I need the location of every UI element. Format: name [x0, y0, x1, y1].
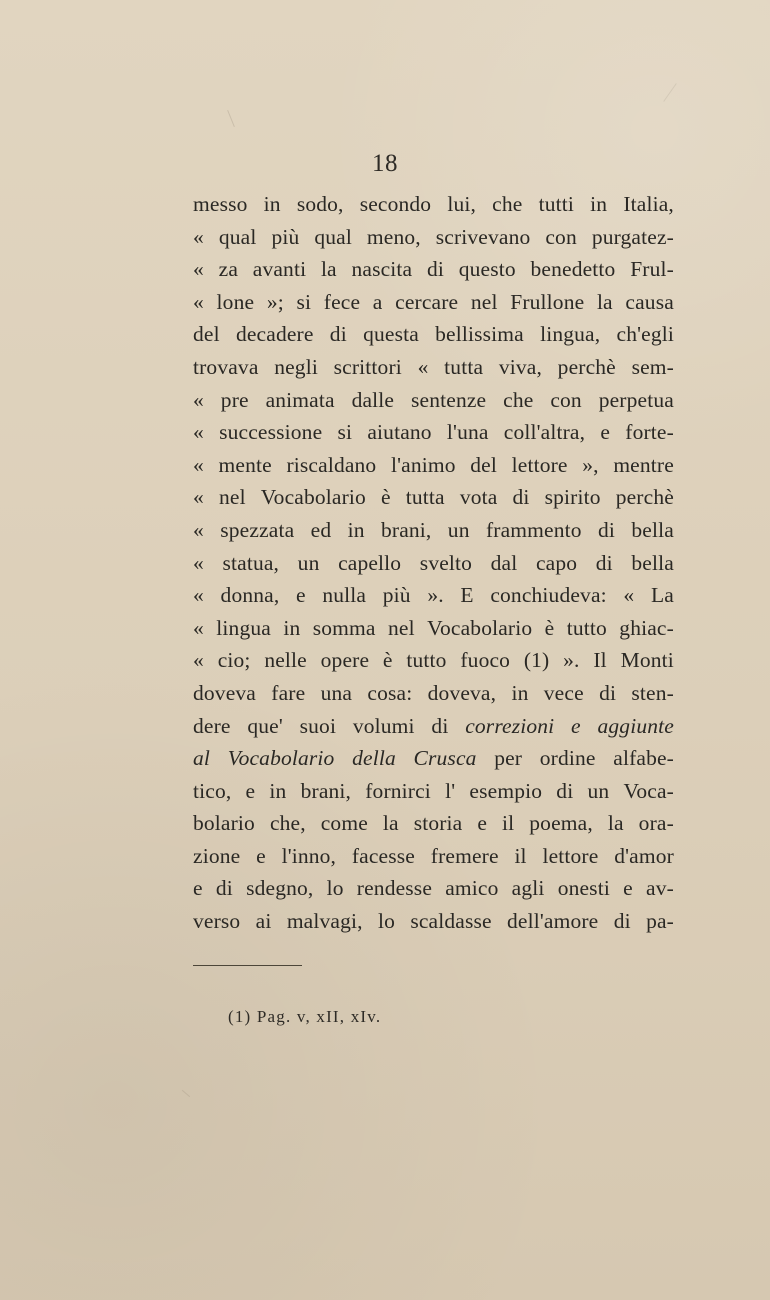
text-word: un	[447, 517, 470, 542]
text-word: nel	[388, 615, 415, 640]
text-word: Crusca	[413, 746, 477, 771]
text-word: una	[320, 680, 353, 705]
text-word: amico	[445, 876, 499, 901]
text-word: «	[193, 615, 204, 640]
text-word: vece	[543, 680, 584, 705]
text-word: lo	[377, 909, 396, 934]
text-word: que'	[247, 713, 283, 738]
text-word: sodo,	[296, 192, 344, 216]
text-word: «	[193, 583, 204, 608]
text-word: riscaldano	[286, 452, 377, 477]
text-word: (1)	[523, 648, 550, 673]
text-word: lone	[216, 289, 255, 314]
text-word: ghiac-	[619, 615, 674, 640]
text-word: rendesse	[356, 876, 433, 901]
text-word: e	[477, 811, 488, 836]
text-line	[193, 514, 674, 547]
text-word: messo	[193, 192, 248, 216]
text-word: di	[426, 257, 445, 282]
text-word: ».	[563, 648, 580, 673]
text-word: successione	[219, 420, 323, 445]
text-word: il	[502, 811, 515, 836]
text-word: qual	[314, 224, 352, 249]
text-word: correzioni	[465, 713, 555, 738]
text-word: d'amor	[614, 843, 674, 868]
text-word: di	[613, 909, 631, 934]
text-line	[193, 188, 674, 221]
text-word: tutti	[538, 192, 575, 216]
text-word: un	[587, 778, 610, 803]
footnote-separator	[193, 965, 302, 966]
text-word: sten-	[631, 680, 674, 705]
text-word: del	[470, 452, 497, 477]
text-word: il	[514, 843, 527, 868]
text-word: questa	[363, 322, 419, 347]
text-word: lettore	[511, 452, 568, 477]
text-word: za	[218, 257, 239, 282]
text-word: fremere	[430, 843, 499, 868]
text-line	[193, 384, 674, 417]
text-word: «	[193, 517, 204, 542]
text-word: pre	[220, 387, 249, 412]
text-word: «	[193, 420, 204, 445]
text-line	[193, 775, 674, 808]
text-word: Monti	[620, 648, 674, 673]
text-word: ed	[310, 517, 332, 542]
text-word: l'inno,	[281, 843, 337, 868]
text-word: lettore	[542, 843, 599, 868]
text-word: di	[556, 778, 574, 803]
text-word: in	[283, 615, 301, 640]
text-word: tutto	[566, 615, 607, 640]
text-word: e	[600, 420, 611, 445]
text-line	[193, 807, 674, 840]
text-word: e	[256, 843, 266, 868]
text-word: si	[296, 289, 312, 314]
text-word: conchiudeva:	[490, 583, 607, 608]
text-word: volumi	[352, 713, 415, 738]
text-word: che,	[269, 811, 306, 836]
text-word: «	[193, 289, 204, 314]
text-word: poema,	[529, 811, 593, 836]
text-word: l'animo	[390, 452, 456, 477]
text-word: la	[320, 257, 337, 282]
text-line	[193, 253, 674, 286]
text-word: brani,	[300, 778, 352, 803]
text-word: La	[650, 583, 674, 608]
text-word: capello	[338, 550, 402, 575]
text-word: «	[193, 550, 204, 575]
text-word: al	[193, 746, 211, 771]
paper-mark	[227, 110, 235, 127]
text-line	[193, 579, 674, 612]
text-word: l'	[445, 778, 456, 803]
text-word: cosa:	[367, 680, 413, 705]
text-word: e	[245, 778, 256, 803]
text-word: coll'altra,	[503, 420, 586, 445]
text-word: Frullone	[510, 289, 585, 314]
text-word: fuoco	[460, 648, 511, 673]
text-word: di	[512, 485, 530, 510]
text-word: facesse	[351, 843, 415, 868]
text-word: cio;	[217, 648, 251, 673]
text-word: «	[623, 583, 635, 608]
text-word: in	[269, 778, 287, 803]
text-word: di	[598, 517, 616, 542]
page-number: 18	[372, 150, 398, 177]
text-word: tutto	[406, 648, 447, 673]
text-word: »,	[582, 452, 599, 477]
text-word: capo	[535, 550, 578, 575]
text-word: E	[460, 583, 474, 608]
text-word: benedetto	[530, 257, 616, 282]
text-word: Voca-	[623, 778, 674, 803]
text-word: tico,	[193, 778, 232, 803]
text-word: «	[417, 354, 429, 379]
text-line	[193, 351, 674, 384]
text-word: ».	[427, 583, 444, 608]
text-word: e	[193, 876, 203, 901]
text-word: «	[193, 387, 204, 412]
text-line	[193, 840, 674, 873]
text-line	[193, 612, 674, 645]
text-line	[193, 547, 674, 580]
text-word: esempio	[469, 778, 543, 803]
text-word: avanti	[252, 257, 307, 282]
text-word: questo	[458, 257, 516, 282]
text-word: lingua	[216, 615, 271, 640]
footnote: (1) Pag. v, xII, xIv.	[228, 1007, 382, 1026]
text-word: dal	[490, 550, 518, 575]
text-line	[193, 644, 674, 677]
text-word: e	[571, 713, 581, 738]
paper-mark	[663, 83, 676, 102]
text-word: bella	[631, 517, 674, 542]
text-word: opere	[320, 648, 370, 673]
text-line	[193, 710, 674, 743]
text-word: «	[193, 224, 204, 249]
text-word: bella	[631, 550, 674, 575]
text-word: cercare	[395, 289, 459, 314]
text-word: sem-	[631, 354, 674, 379]
text-word: aiutano	[367, 420, 432, 445]
text-word: nelle	[264, 648, 307, 673]
text-word: vota	[459, 485, 498, 510]
text-word: qual	[218, 224, 257, 249]
text-word: la	[607, 811, 624, 836]
text-word: la	[382, 811, 399, 836]
text-word: purgatez-	[591, 224, 674, 249]
text-word: ordine	[539, 746, 596, 771]
text-word: zione	[193, 843, 241, 868]
text-word: in	[263, 192, 281, 216]
text-word: fece	[323, 289, 361, 314]
text-word: nascita	[351, 257, 413, 282]
text-word: viva,	[498, 354, 542, 379]
text-word: agli	[511, 876, 545, 901]
text-line	[193, 677, 674, 710]
text-word: storia	[413, 811, 463, 836]
text-word: nel	[218, 485, 246, 510]
text-line	[193, 318, 674, 351]
text-word: mente	[218, 452, 272, 477]
text-word: della	[352, 746, 396, 771]
text-word: la	[596, 289, 613, 314]
text-word: tutta	[444, 354, 484, 379]
text-word: brani,	[380, 517, 432, 542]
text-word: sdegno,	[246, 876, 314, 901]
text-word: Italia,	[623, 192, 674, 216]
text-word: dere	[193, 713, 231, 738]
text-word: Vocabolario	[227, 746, 335, 771]
text-word: spezzata	[220, 517, 295, 542]
text-word: donna,	[220, 583, 280, 608]
text-word: fare	[271, 680, 306, 705]
text-word: più	[271, 224, 300, 249]
text-word: perchè	[557, 354, 616, 379]
text-word: scrittori	[333, 354, 402, 379]
text-word: «	[193, 452, 204, 477]
text-word: è	[382, 648, 393, 673]
text-word: aggiunte	[597, 713, 674, 738]
text-word: ora-	[638, 811, 674, 836]
text-word: «	[193, 257, 204, 282]
text-word: con	[545, 224, 577, 249]
text-word: e	[296, 583, 306, 608]
text-word: lo	[326, 876, 344, 901]
text-word: nel	[470, 289, 498, 314]
text-word: pa-	[646, 909, 674, 934]
text-word: in	[511, 680, 529, 705]
text-word: in	[347, 517, 365, 542]
text-word: alfabe-	[613, 746, 674, 771]
text-word: perpetua	[598, 387, 674, 412]
body-text	[193, 188, 674, 938]
text-word: si	[337, 420, 353, 445]
text-word: secondo	[359, 192, 432, 216]
text-word: l'una	[446, 420, 489, 445]
text-line	[193, 742, 674, 775]
text-word: in	[590, 192, 608, 216]
text-word: mentre	[613, 452, 674, 477]
text-word: Il	[593, 648, 607, 673]
text-line	[193, 481, 674, 514]
text-line	[193, 221, 674, 254]
text-word: scaldasse	[410, 909, 492, 934]
paper-mark	[182, 1090, 190, 1097]
text-word: causa	[625, 289, 674, 314]
text-word: come	[320, 811, 368, 836]
text-word: di	[595, 550, 613, 575]
text-word: lingua,	[540, 322, 601, 347]
text-word: frammento	[485, 517, 582, 542]
text-word: fornirci	[365, 778, 431, 803]
text-word: dalle	[351, 387, 395, 412]
text-word: ch'egli	[616, 322, 674, 347]
text-word: bellissima	[435, 322, 524, 347]
text-word: bolario	[193, 811, 255, 836]
text-line	[193, 905, 674, 938]
text-line	[193, 872, 674, 905]
text-word: statua,	[222, 550, 280, 575]
text-word: trovava	[193, 354, 259, 379]
text-word: sentenze	[411, 387, 487, 412]
text-word: negli	[274, 354, 318, 379]
text-word: tutta	[405, 485, 445, 510]
text-word: somma	[312, 615, 376, 640]
text-word: del	[193, 322, 220, 347]
text-word: spirito	[544, 485, 601, 510]
text-word: doveva,	[427, 680, 497, 705]
text-word: «	[193, 648, 204, 673]
text-word: perchè	[615, 485, 674, 510]
text-word: doveva	[193, 680, 256, 705]
text-word: a	[372, 289, 383, 314]
text-word: con	[550, 387, 582, 412]
text-word: av-	[646, 876, 674, 901]
text-word: animata	[265, 387, 335, 412]
text-word: »;	[266, 289, 284, 314]
text-word: suoi	[299, 713, 337, 738]
text-word: dell'amore	[507, 909, 599, 934]
text-word: ai	[255, 909, 272, 934]
text-word: Vocabolario	[427, 615, 533, 640]
text-word: di	[599, 680, 617, 705]
text-word: più	[382, 583, 411, 608]
text-word: è	[381, 485, 391, 510]
text-word: Vocabolario	[260, 485, 366, 510]
text-word: e	[623, 876, 633, 901]
text-line	[193, 449, 674, 482]
text-word: che	[503, 387, 534, 412]
text-line	[193, 416, 674, 449]
text-line	[193, 286, 674, 319]
text-word: di	[215, 876, 233, 901]
text-word: per	[494, 746, 523, 771]
text-word: meno,	[366, 224, 421, 249]
text-word: è	[544, 615, 555, 640]
text-word: Frul-	[630, 257, 674, 282]
text-word: di	[329, 322, 347, 347]
text-word: «	[193, 485, 204, 510]
text-word: svelto	[419, 550, 473, 575]
text-word: scrivevano	[435, 224, 531, 249]
text-word: nulla	[322, 583, 367, 608]
text-word: onesti	[557, 876, 610, 901]
text-word: che	[492, 192, 523, 216]
text-word: verso	[193, 909, 241, 934]
text-word: di	[431, 713, 449, 738]
text-word: malvagi,	[286, 909, 363, 934]
text-word: decadere	[235, 322, 314, 347]
text-word: forte-	[625, 420, 674, 445]
text-word: lui,	[447, 192, 477, 216]
text-word: un	[297, 550, 320, 575]
